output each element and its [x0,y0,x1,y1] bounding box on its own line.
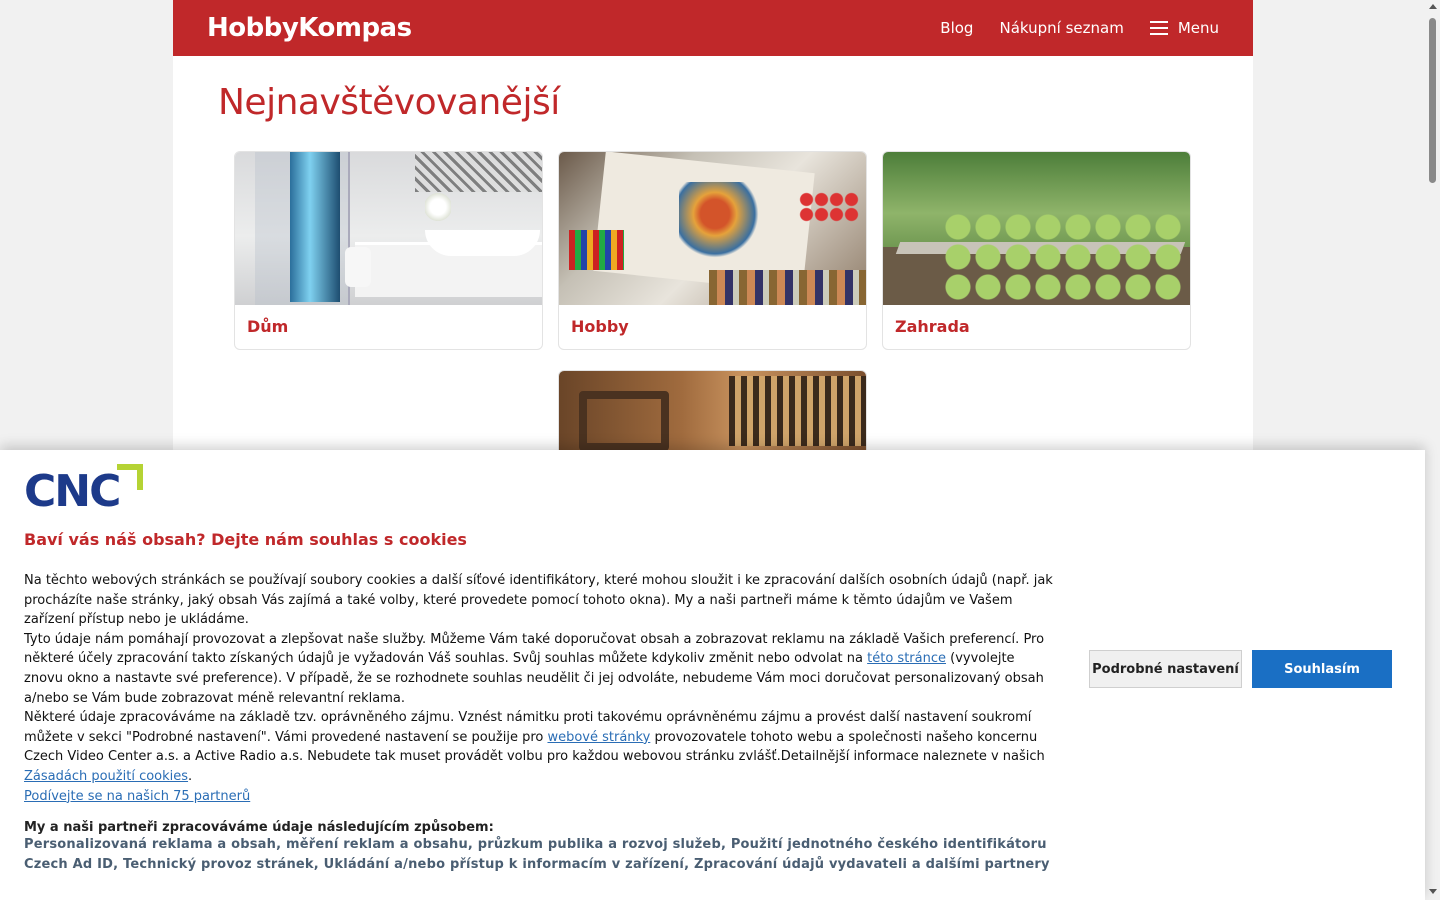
nav-link-shopping-list[interactable]: Nákupní seznam [999,19,1124,37]
websites-link[interactable]: webové stránky [547,729,651,745]
site-logo-text: HobbyKompas [207,13,412,43]
cookie-text [24,571,1054,806]
cookie-paragraph-2: Tyto údaje nám pomáhají provozovat a zlepšovat naše služby. Můžeme Vám také doporučovat obsah a zobrazovat reklamu na základě Vašich preferencí. Pro některé účely zpracování takto získaných údajů je vyžadován Váš souhlas. Svůj souhlas můžete kdykoliv změnit nebo odvolat na této stránce (vyvolejte znovu okno a nastavte své preference). V případě, že se rozhodnete souhlas neudělit či jej odvoláte, nebudeme Vám moci doručovat personalizovaný obsah a/nebo se Vám bude zobrazovat méně relevantní reklama. [24,631,1045,706]
painting-image [559,152,866,305]
menu-label: Menu [1177,19,1219,37]
top-navigation-bar [173,0,1253,56]
hamburger-icon [1150,21,1168,35]
category-label: Zahrada [895,317,970,336]
category-card-dum[interactable] [234,151,543,350]
scroll-down-arrow-icon[interactable] [1429,889,1437,894]
cookie-title: Baví vás náš obsah? Dejte nám souhlas s cookies [24,530,467,549]
category-label: Hobby [571,317,629,336]
cookie-policy-link[interactable]: Zásadách použití cookies [24,768,189,784]
page-title: Nejnavštěvovanější [218,82,560,123]
cookie-paragraph-1: Na těchto webových stránkách se používají soubory cookies a další síťové identifikátory, které mohou sloužit i ke zpracování dalších osobních údajů (např. jak procházíte naše stránky, jaký obsah Vás zajímá a také volby, které provedete pomocí tohoto okna). My a naši partneři máme k těmto údajům ve Vašem zařízení přístup nebo je ukládáme. [24,573,1053,628]
cnc-logo-text: CNC [24,466,120,517]
cookie-consent-banner [0,450,1425,900]
scroll-up-arrow-icon[interactable] [1429,4,1437,9]
main-nav [940,19,1219,37]
accept-button[interactable]: Souhlasím [1252,650,1392,688]
bathroom-image [235,152,542,305]
processing-purposes: Personalizovaná reklama a obsah, měření reklam a obsahu, průzkum publika a rozvoj služeb, Použití jednotného českého identifikátoru Czech Ad ID, Technický provoz stránek, Ukládání a/nebo přístup k informacím v zařízení, Zpracování údajů vydavateli a dalšími partnery [24,837,1050,872]
garden-image [883,152,1190,305]
category-label: Dům [247,317,289,336]
menu-button[interactable] [1150,19,1219,37]
category-card-hobby[interactable] [558,151,867,350]
page-scrollbar[interactable] [1425,0,1440,900]
site-logo[interactable] [207,13,412,43]
cnc-logo [24,464,1401,517]
detailed-settings-button[interactable]: Podrobné nastavení [1089,650,1242,688]
processing-title: My a naši partneři zpracováváme údaje následujícím způsobem: [24,820,494,836]
cookie-paragraph-3: Některé údaje zpracováváme na základě tzv. oprávněného zájmu. Vznést námitku proti takovému oprávněnému zájmu a provést další nastavení soukromí můžete v sekci "Podrobné nastavení". Vámi provedené nastavení se použije pro webové stránky provozovatele tohoto webu a společnosti našeho koncernu Czech Video Center a.s. a Active Radio a.s. Nebudete tak muset provádět volbu pro každou webovou stránku zvlášť.Detailnější informace naleznete v našich Zásadách použití cookies. [24,710,1045,784]
cnc-logo-mark-icon [117,464,143,490]
partners-link[interactable]: Podívejte se na našich 75 partnerů [24,788,251,804]
this-page-link[interactable]: této stránce [867,651,946,667]
nav-link-blog[interactable]: Blog [940,19,974,37]
scrollbar-thumb[interactable] [1429,18,1436,183]
category-card-zahrada[interactable] [882,151,1191,350]
